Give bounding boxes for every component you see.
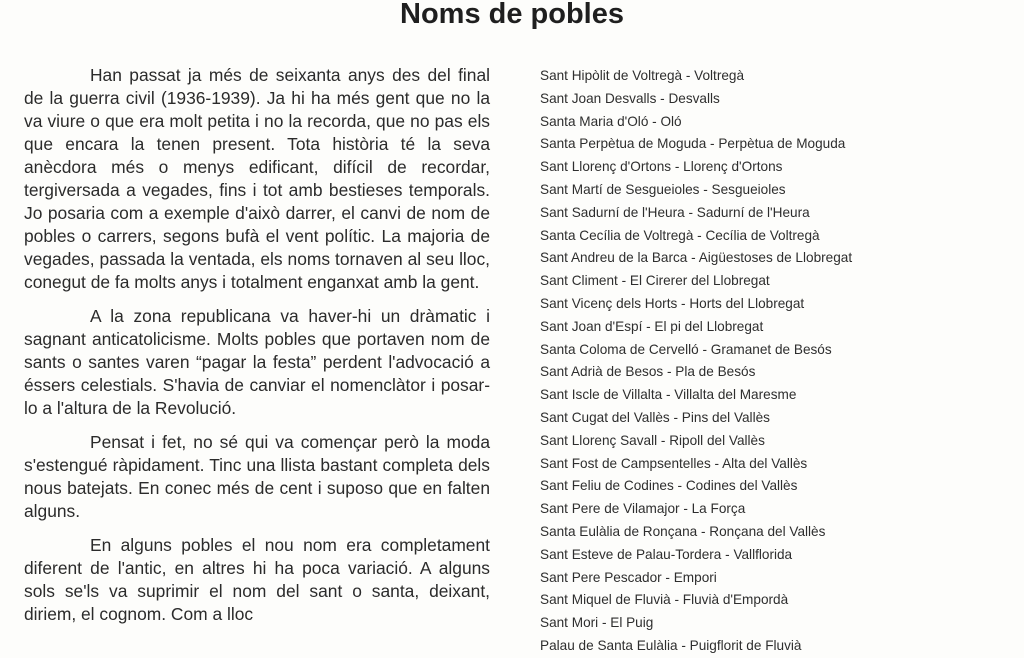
list-item: Sant Iscle de Villalta - Villalta del Maresme <box>540 387 797 403</box>
list-item: Sant Miquel de Fluvià - Fluvià d'Empordà <box>540 592 789 608</box>
list-item: Santa Cecília de Voltregà - Cecília de Voltregà <box>540 227 820 243</box>
list-item: Sant Martí de Sesgueioles - Sesgueioles <box>540 181 786 197</box>
list-item: Sant Feliu de Codines - Codines del Vallès <box>540 478 798 494</box>
list-item: Sant Pere de Vilamajor - La Força <box>540 501 746 517</box>
list-item: Sant Mori - El Puig <box>540 615 654 631</box>
paragraph: A la zona republicana va haver-hi un dràmatic i sagnant anticatolicisme. Molts pobles que portaven nom de sants o santes varen “pagar la festa” perdent l'advocació a éssers celestials. S'havia de canviar el nomenclàtor i posar-lo a l'altura de la Revolució. <box>24 306 490 418</box>
list-item: Sant Fost de Campsentelles - Alta del Vallès <box>540 455 808 471</box>
list-item: Sant Pere Pescador - Empori <box>540 569 717 585</box>
list-item: Sant Vicenç dels Horts - Horts del Llobregat <box>540 295 805 311</box>
list-item: Sant Cugat del Vallès - Pins del Vallès <box>540 409 770 425</box>
list-item: Sant Joan Desvalls - Desvalls <box>540 90 720 106</box>
list-item: Sant Climent - El Cirerer del Llobregat <box>540 273 770 289</box>
list-item: Santa Eulàlia de Ronçana - Ronçana del Vallès <box>540 523 826 539</box>
list-item: Sant Llorenç d'Ortons - Llorenç d'Ortons <box>540 159 783 175</box>
list-item: Sant Llorenç Savall - Ripoll del Vallès <box>540 432 765 448</box>
list-item: Sant Esteve de Palau-Tordera - Vallflorida <box>540 546 793 562</box>
town-name-list <box>540 65 1010 658</box>
list-item: Santa Maria d'Oló - Oló <box>540 113 682 129</box>
list-item: Sant Sadurní de l'Heura - Sadurní de l'Heura <box>540 204 810 220</box>
list-item: Sant Joan d'Espí - El pi del Llobregat <box>540 318 764 334</box>
list-item: Santa Coloma de Cervelló - Gramanet de Besós <box>540 341 832 357</box>
list-item: Sant Hipòlit de Voltregà - Voltregà <box>540 68 745 83</box>
list-item: Palau de Santa Eulàlia - Puigflorit de Fluvià <box>540 637 802 653</box>
page-title: Noms de pobles <box>400 0 624 30</box>
list-item: Sant Andreu de la Barca - Aigüestoses de Llobregat <box>540 250 853 266</box>
paragraph: En alguns pobles el nou nom era completament diferent de l'antic, en altres hi ha poca variació. A alguns sols se'ls va suprimir el nom del sant o santa, deixant, diriem, el cognom. Com a lloc <box>24 535 490 624</box>
paragraph: Han passat ja més de seixanta anys des del final de la guerra civil (1936-1939). Ja hi ha més gent que no la va viure o que era molt petita i no la recorda, que no pas els que encara la tenen present. Tota història té la seva anècdora més o menys edificant, difícil de recordar, tergiversada a vegades, fins i tot amb bestieses temporals. Jo posaria com a exemple d'això darrer, el canvi de nom de pobles o carrers, segons bufà el vent polític. La majoria de vegades, passada la ventada, els noms tornaven al seu lloc, conegut de fa molts anys i totalment enganxat amb la gent. <box>24 65 490 292</box>
body-text-column <box>24 64 490 637</box>
paragraph: Pensat i fet, no sé qui va començar però la moda s'estengué ràpidament. Tinc una llista bastant completa dels nous batejats. En conec més de cent i suposo que en falten alguns. <box>24 432 490 521</box>
list-item: Sant Adrià de Besos - Pla de Besós <box>540 364 756 380</box>
list-item: Santa Perpètua de Moguda - Perpètua de Moguda <box>540 136 846 152</box>
